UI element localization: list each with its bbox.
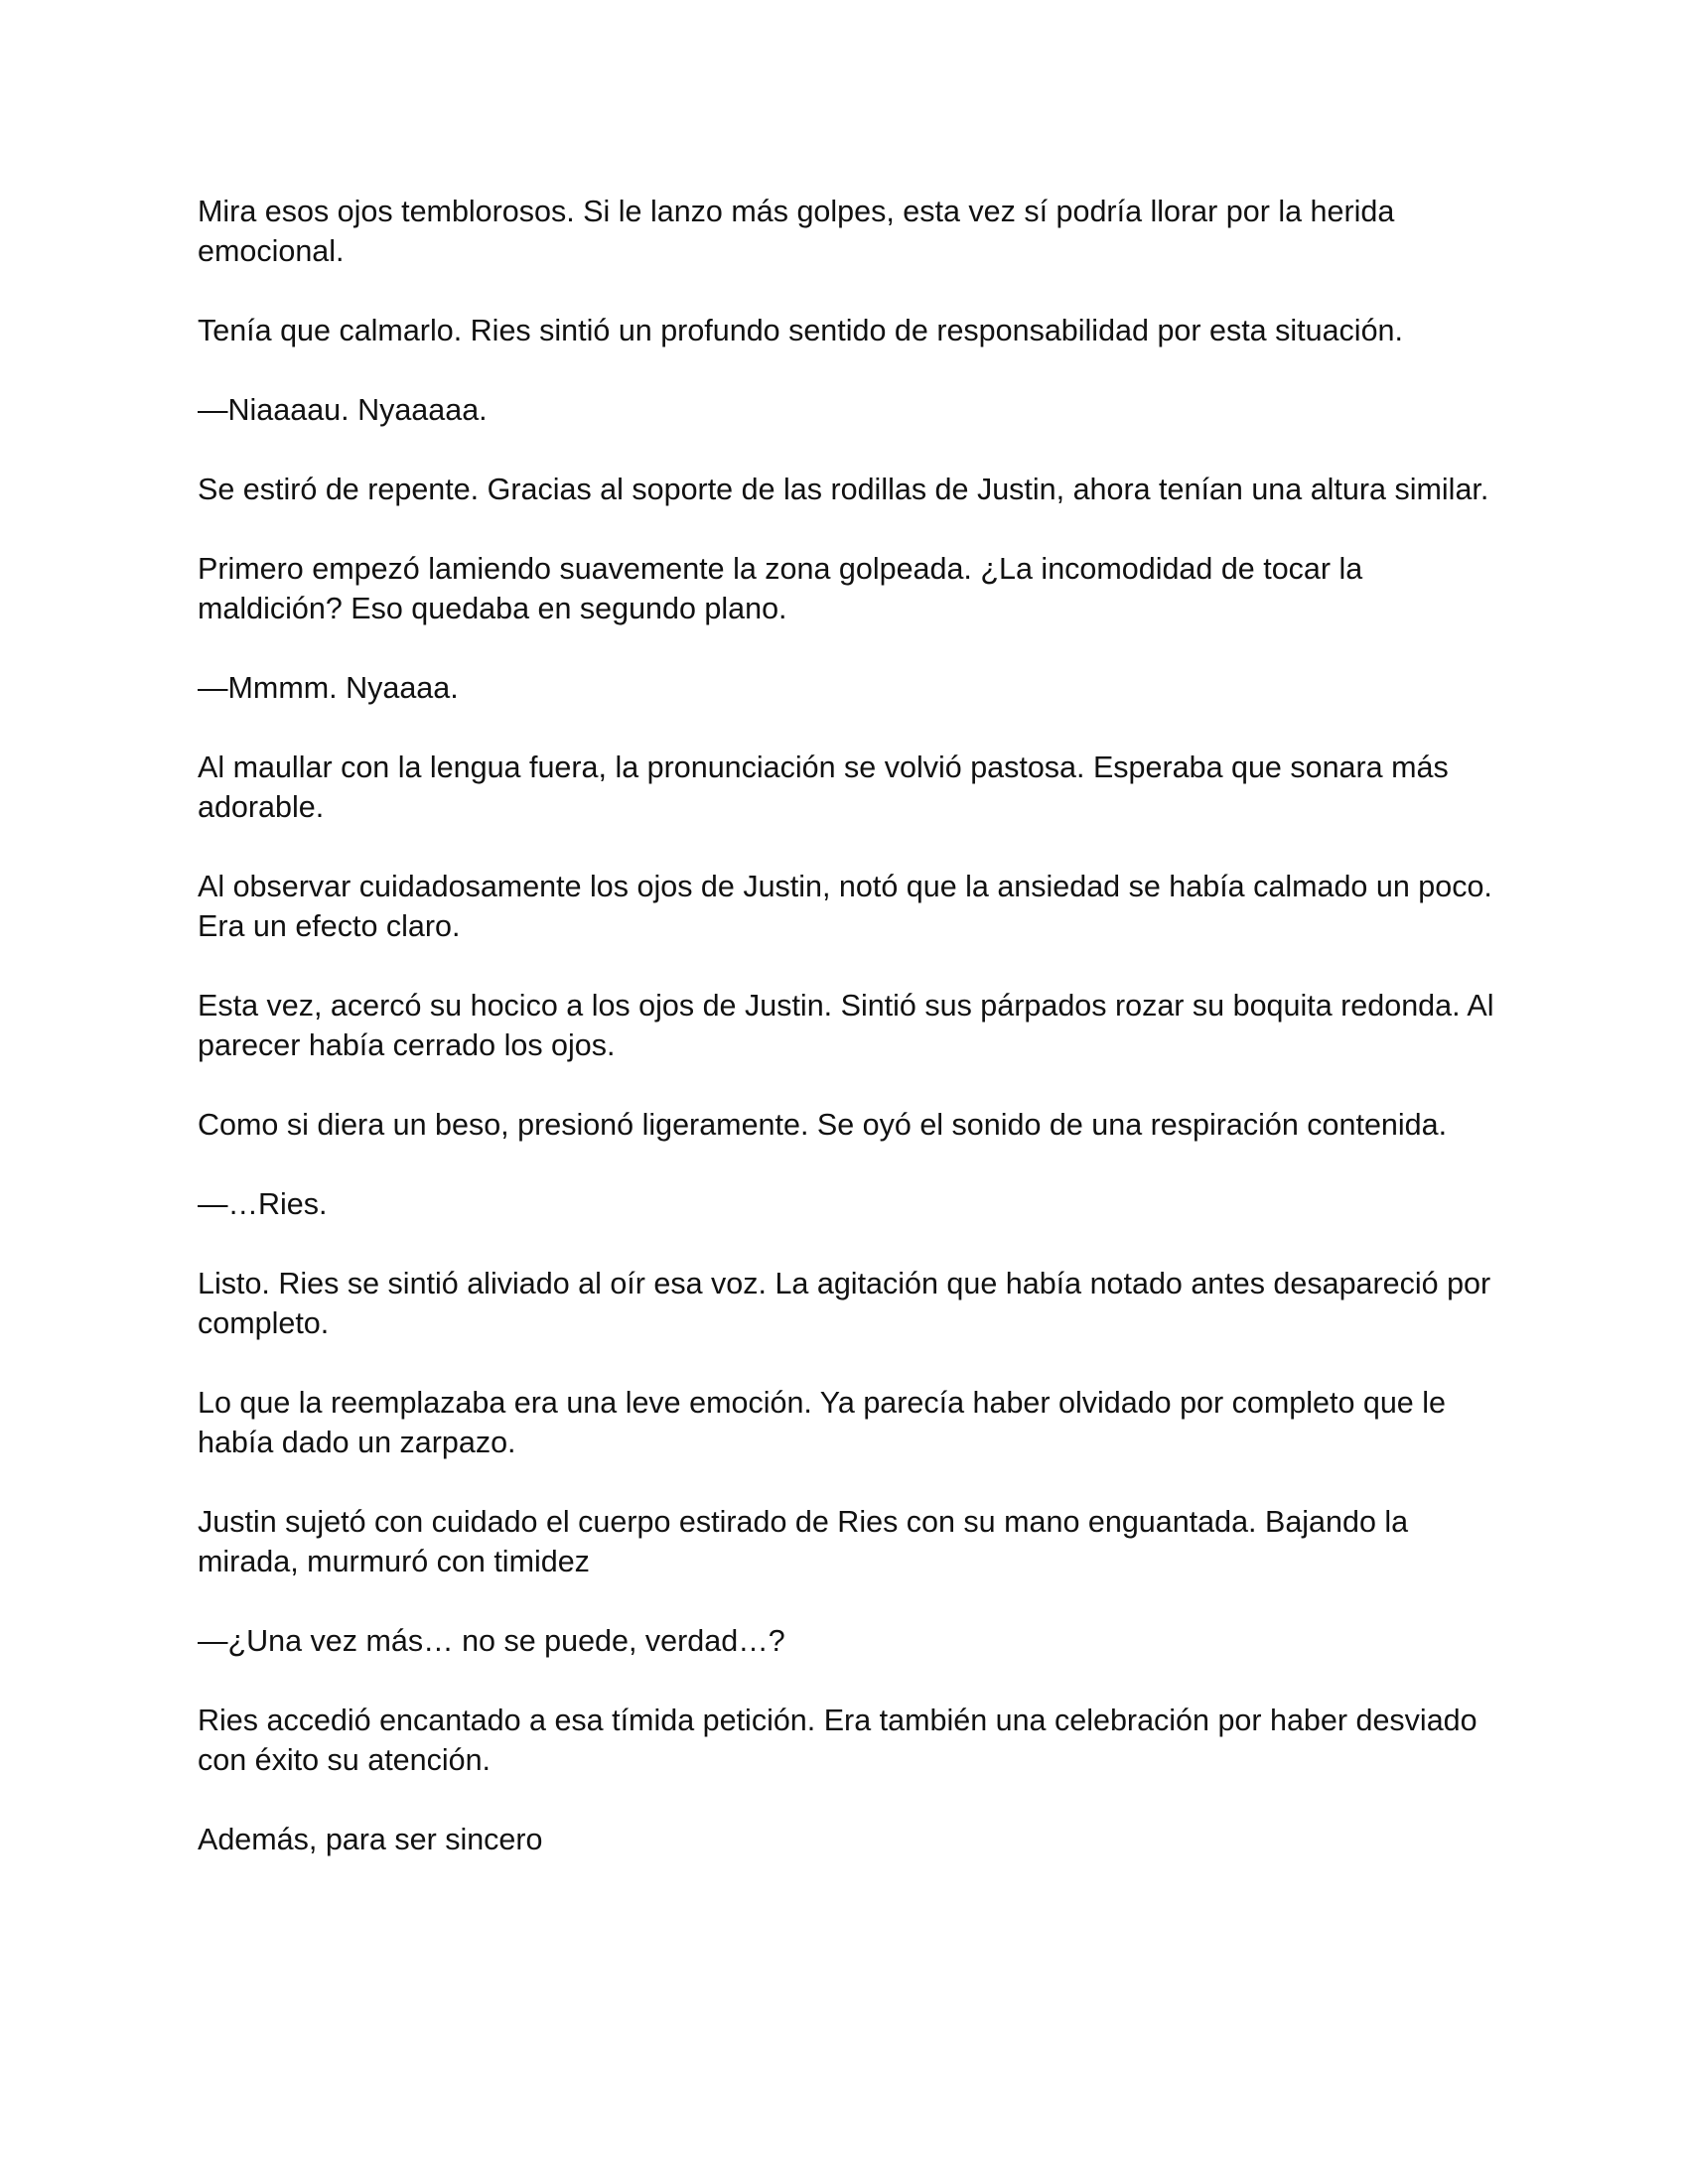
paragraph: Lo que la reemplazaba era una leve emoción. Ya parecía haber olvidado por completo que le había dado un zarpazo. bbox=[198, 1386, 1446, 1459]
paragraph: Al maullar con la lengua fuera, la pronunciación se volvió pastosa. Esperaba que sonara más adorable. bbox=[198, 751, 1449, 824]
dialogue-line: —…Ries. bbox=[198, 1187, 328, 1221]
dialogue-line: —Mmmm. Nyaaaa. bbox=[198, 671, 459, 705]
paragraph: Como si diera un beso, presionó ligeramente. Se oyó el sonido de una respiración contenida. bbox=[198, 1108, 1448, 1142]
paragraph: Al observar cuidadosamente los ojos de Justin, notó que la ansiedad se había calmado un poco. Era un efecto claro. bbox=[198, 870, 1492, 943]
paragraph: Se estiró de repente. Gracias al soporte de las rodillas de Justin, ahora tenían una altura similar. bbox=[198, 473, 1489, 506]
paragraph: Mira esos ojos temblorosos. Si le lanzo más golpes, esta vez sí podría llorar por la herida emocional. bbox=[198, 195, 1395, 268]
paragraph: Además, para ser sincero bbox=[198, 1823, 543, 1856]
paragraph: Tenía que calmarlo. Ries sintió un profundo sentido de responsabilidad por esta situación. bbox=[198, 314, 1403, 347]
paragraph: Listo. Ries se sintió aliviado al oír esa voz. La agitación que había notado antes desapareció por completo. bbox=[198, 1267, 1491, 1340]
paragraph: Primero empezó lamiendo suavemente la zona golpeada. ¿La incomodidad de tocar la maldición? Eso quedaba en segundo plano. bbox=[198, 552, 1363, 625]
paragraph: Esta vez, acercó su hocico a los ojos de Justin. Sintió sus párpados rozar su boquita redonda. Al parecer había cerrado los ojos. bbox=[198, 989, 1494, 1062]
dialogue-line: —¿Una vez más… no se puede, verdad…? bbox=[198, 1624, 785, 1658]
paragraph: Ries accedió encantado a esa tímida petición. Era también una celebración por haber desviado con éxito su atención. bbox=[198, 1704, 1477, 1777]
body-text bbox=[198, 192, 1498, 1899]
paragraph: Justin sujetó con cuidado el cuerpo estirado de Ries con su mano enguantada. Bajando la mirada, murmuró con timidez bbox=[198, 1505, 1409, 1578]
dialogue-line: —Niaaaau. Nyaaaaa. bbox=[198, 393, 488, 427]
